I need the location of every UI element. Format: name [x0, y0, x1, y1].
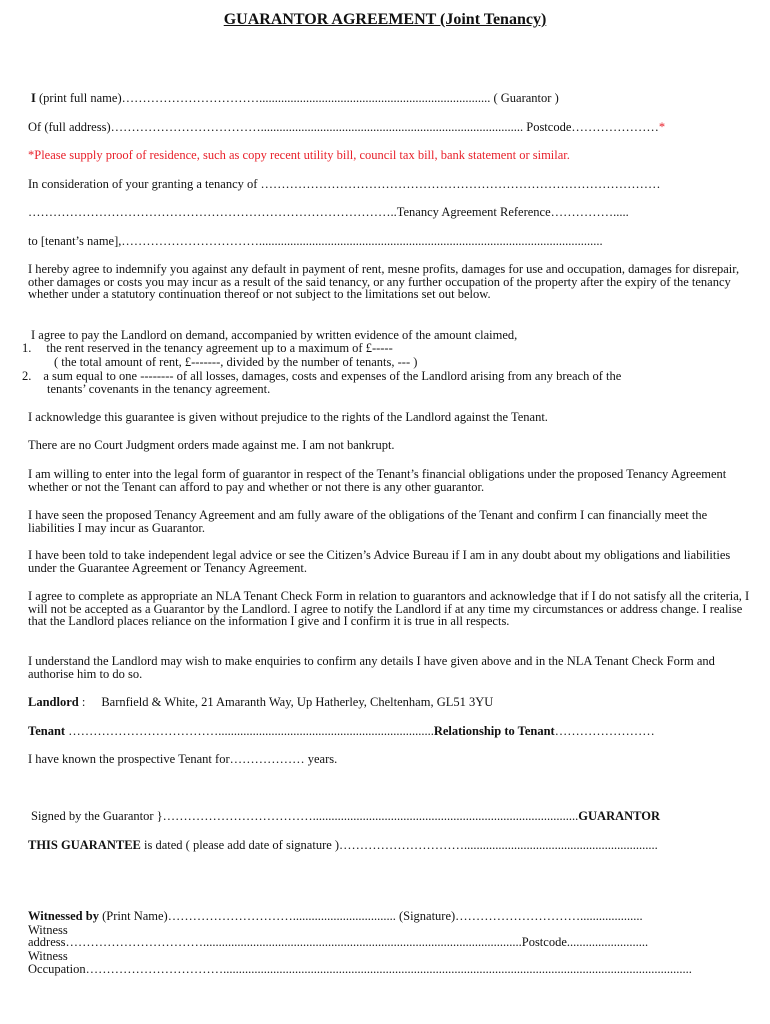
- tenant-line: [28, 725, 748, 738]
- proof-note: *Please supply proof of residence, such as copy recent utility bill, council tax bill, bank statement or similar.: [28, 149, 570, 162]
- known-duration-line: I have known the prospective Tenant for……………… years.: [28, 753, 338, 766]
- witness-address-label: Witness: [28, 924, 68, 937]
- willing-paragraph: I am willing to enter into the legal form of guarantor in respect of the Tenant’s financial obligations under the proposed Tenancy Agreement whether or not the Tenant can afford to pay and whether or not there is any other guarantor.: [28, 467, 727, 494]
- relationship-label: Relationship to Tenant: [433, 725, 555, 738]
- signed-text: Signed by the Guarantor }……………………………….....................................................................................: [31, 810, 579, 823]
- address-line: [28, 121, 748, 134]
- tenant-dots: ……………………………….....................................................................: [65, 725, 434, 738]
- witness-address-line: address……………………………......................................................................................................Postcode..........................: [28, 936, 649, 949]
- seen-paragraph: I have seen the proposed Tenancy Agreement and am fully aware of the obligations of the Tenant and confirm I can financially meet the liabilities I may incur as Guarantor.: [28, 508, 708, 535]
- no-judgment-line: There are no Court Judgment orders made against me. I am not bankrupt.: [28, 439, 395, 452]
- pay-item-2-number: 2.: [22, 370, 32, 383]
- guarantor-i: I: [31, 92, 36, 105]
- document-title: GUARANTOR AGREEMENT (Joint Tenancy): [223, 11, 547, 28]
- witnessed-by-label: Witnessed by: [28, 910, 99, 923]
- witness-line: [28, 910, 748, 923]
- landlord-label: Landlord: [28, 696, 79, 709]
- indemnify-paragraph: I hereby agree to indemnify you against any default in payment of rent, mesne profits, damages for use and occupation, damages for disrepair, other damages or costs you may incur as a result of the said tenancy, or any further occupation of the property after the expiry of the tenancy whether under a statutory continuation thereof or not subject to the limitations set out below.: [28, 262, 740, 301]
- dated-line: [28, 839, 748, 852]
- tenancy-line-2: ……………………………………………………………………………..Tenancy Agreement Reference…………….....: [28, 206, 629, 219]
- tenancy-line-1: In consideration of your granting a tenancy of ……………………………………………………………………………………: [28, 178, 661, 191]
- pay-item-1-text: the rent reserved in the tenancy agreement up to a maximum of £-----: [46, 342, 393, 355]
- address-text: Of (full address)……………………………….................................................................................... Postcode…………………: [28, 121, 659, 134]
- signed-line: [31, 810, 748, 823]
- dated-text: is dated ( please add date of signature )…………………………..............................................................: [140, 839, 658, 852]
- check-form-paragraph: I agree to complete as appropriate an NLA Tenant Check Form in relation to guarantors and acknowledge that if I do not satisfy all the criteria, I will not be accepted as a Guarantor by the Landlord. I agree to notify the Landlord if at any time my circumstances or address change. I realise that the Landlord places reliance on the information I give and I confirm it is true in all respects.: [28, 589, 750, 628]
- guarantor-name-line: [31, 92, 748, 105]
- pay-intro: I agree to pay the Landlord on demand, accompanied by written evidence of the amount claimed,: [31, 329, 518, 342]
- enquiries-paragraph: I understand the Landlord may wish to make enquiries to confirm any details I have given above and in the NLA Tenant Check Form and authorise him to do so.: [28, 654, 715, 681]
- pay-item-1: [22, 342, 748, 355]
- tenant-names-line: to [tenant’s name],……………………………..............................................................................................................: [28, 235, 603, 248]
- guarantor-name-text: (print full name)…………………………….......................................................................... ( Guarantor ): [35, 92, 559, 105]
- pay-item-2-line-2: tenants’ covenants in the tenancy agreement.: [47, 383, 271, 396]
- pay-item-1-number: 1.: [22, 342, 32, 355]
- witness-occupation-label: Witness: [28, 950, 68, 963]
- tenant-label: Tenant: [28, 725, 66, 738]
- landlord-value: Barnfield & White, 21 Amaranth Way, Up Hatherley, Cheltenham, GL51 3YU: [101, 696, 494, 709]
- acknowledge-line: I acknowledge this guarantee is given without prejudice to the rights of the Landlord against the Tenant.: [28, 411, 548, 424]
- landlord-separator: :: [78, 696, 86, 709]
- pay-item-2-text: a sum equal to one -------- of all losses, damages, costs and expenses of the Landlord arising from any breach of the: [43, 370, 622, 383]
- guarantor-label: GUARANTOR: [578, 810, 661, 823]
- address-required-star: *: [658, 121, 666, 134]
- witness-occupation-line: Occupation……………………………......................................................................................................................................................: [28, 963, 692, 976]
- relationship-dots: ……………………: [554, 725, 655, 738]
- pay-item-1-line-2: ( the total amount of rent, £-------, divided by the number of tenants, --- ): [54, 356, 418, 369]
- advice-paragraph: I have been told to take independent legal advice or see the Citizen’s Advice Bureau if I am in any doubt about my obligations and liabilities under the Guarantee Agreement or Tenancy Agreement.: [28, 548, 731, 575]
- pay-item-2: [22, 370, 748, 383]
- landlord-line: [28, 696, 748, 709]
- witness-text: (Print Name)…………………………................................. (Signature)…………………………....................: [98, 910, 643, 923]
- this-guarantee-label: THIS GUARANTEE: [28, 839, 141, 852]
